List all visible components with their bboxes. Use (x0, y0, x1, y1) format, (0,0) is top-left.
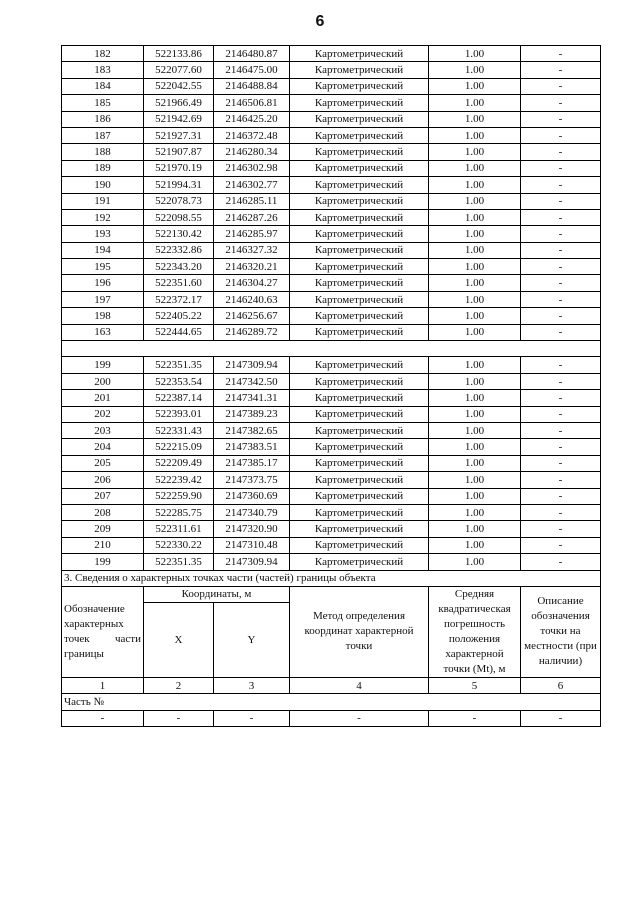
y-coord-cell: 2147360.69 (214, 488, 290, 504)
description-cell: - (521, 62, 601, 78)
point-id-cell: 196 (62, 275, 144, 291)
error-cell: 1.00 (429, 275, 521, 291)
x-coord-cell: 522239.42 (144, 472, 214, 488)
error-cell: 1.00 (429, 111, 521, 127)
description-cell: - (521, 472, 601, 488)
description-cell: - (521, 521, 601, 537)
point-row (62, 127, 601, 143)
points-group-a (62, 46, 601, 341)
point-row (62, 554, 601, 570)
y-coord-cell: 2146488.84 (214, 78, 290, 94)
point-id-cell: 210 (62, 537, 144, 553)
point-id-cell: 199 (62, 357, 144, 373)
point-row (62, 291, 601, 307)
point-id-cell: 202 (62, 406, 144, 422)
method-cell: Картометрический (290, 488, 429, 504)
point-id-cell: 187 (62, 127, 144, 143)
page-number: 6 (315, 13, 325, 30)
x-coord-cell: 522098.55 (144, 209, 214, 225)
point-row (62, 160, 601, 176)
point-row (62, 373, 601, 389)
point-id-cell: 206 (62, 472, 144, 488)
point-id-cell: 199 (62, 554, 144, 570)
point-id-cell: 209 (62, 521, 144, 537)
method-cell: Картометрический (290, 259, 429, 275)
y-coord-cell: 2146425.20 (214, 111, 290, 127)
point-row (62, 78, 601, 94)
x-coord-cell: 521970.19 (144, 160, 214, 176)
point-row (62, 324, 601, 340)
error-cell: 1.00 (429, 259, 521, 275)
error-cell: 1.00 (429, 95, 521, 111)
method-cell: Картометрический (290, 521, 429, 537)
error-cell: 1.00 (429, 193, 521, 209)
method-cell: Картометрический (290, 78, 429, 94)
point-id-cell: 207 (62, 488, 144, 504)
x-coord-cell: 522387.14 (144, 390, 214, 406)
method-cell: Картометрический (290, 46, 429, 62)
y-coord-cell: 2146480.87 (214, 46, 290, 62)
empty-part-row (62, 710, 601, 726)
column-numbers-row (62, 677, 601, 693)
description-cell: - (521, 78, 601, 94)
point-row (62, 455, 601, 471)
point-id-cell: 208 (62, 504, 144, 520)
x-coord-cell: 522209.49 (144, 455, 214, 471)
empty-cell: - (62, 710, 144, 726)
col-number: 1 (62, 677, 144, 693)
section-3-title-row (62, 570, 601, 586)
point-id-cell: 200 (62, 373, 144, 389)
method-cell: Картометрический (290, 406, 429, 422)
point-row (62, 472, 601, 488)
x-coord-cell: 522393.01 (144, 406, 214, 422)
y-coord-cell: 2147320.90 (214, 521, 290, 537)
method-cell: Картометрический (290, 209, 429, 225)
x-coord-cell: 522042.55 (144, 78, 214, 94)
x-coord-cell: 522343.20 (144, 259, 214, 275)
point-id-cell: 189 (62, 160, 144, 176)
description-cell: - (521, 177, 601, 193)
y-coord-cell: 2146506.81 (214, 95, 290, 111)
method-cell: Картометрический (290, 111, 429, 127)
description-cell: - (521, 455, 601, 471)
error-cell: 1.00 (429, 62, 521, 78)
description-cell: - (521, 488, 601, 504)
empty-cell: - (214, 710, 290, 726)
error-cell: 1.00 (429, 422, 521, 438)
y-coord-cell: 2146475.00 (214, 62, 290, 78)
y-coord-cell: 2146256.67 (214, 308, 290, 324)
error-cell: 1.00 (429, 406, 521, 422)
point-row (62, 193, 601, 209)
description-cell: - (521, 390, 601, 406)
error-cell: 1.00 (429, 521, 521, 537)
point-row (62, 259, 601, 275)
x-coord-cell: 521966.49 (144, 95, 214, 111)
description-cell: - (521, 373, 601, 389)
y-coord-cell: 2147309.94 (214, 357, 290, 373)
error-cell: 1.00 (429, 242, 521, 258)
point-id-cell: 203 (62, 422, 144, 438)
point-id-cell: 194 (62, 242, 144, 258)
blank-cell (62, 341, 601, 357)
point-row (62, 439, 601, 455)
method-cell: Картометрический (290, 439, 429, 455)
point-row (62, 209, 601, 225)
y-coord-cell: 2146285.11 (214, 193, 290, 209)
point-id-cell: 191 (62, 193, 144, 209)
col1-header: Обозначение характерных точек части границы (62, 586, 144, 677)
point-row (62, 226, 601, 242)
section-3-header-row-1 (62, 586, 601, 602)
point-id-cell: 184 (62, 78, 144, 94)
point-id-cell: 192 (62, 209, 144, 225)
error-cell: 1.00 (429, 357, 521, 373)
y-coord-cell: 2147341.31 (214, 390, 290, 406)
description-cell: - (521, 242, 601, 258)
error-cell: 1.00 (429, 488, 521, 504)
point-row (62, 390, 601, 406)
part-label: Часть № (62, 694, 601, 710)
y-coord-cell: 2146304.27 (214, 275, 290, 291)
y-coord-cell: 2146287.26 (214, 209, 290, 225)
empty-cell: - (144, 710, 214, 726)
point-id-cell: 193 (62, 226, 144, 242)
point-row (62, 308, 601, 324)
point-id-cell: 185 (62, 95, 144, 111)
description-cell: - (521, 554, 601, 570)
method-header: Метод определения координат характерной точки (290, 586, 429, 677)
col-number: 2 (144, 677, 214, 693)
description-cell: - (521, 127, 601, 143)
point-id-cell: 182 (62, 46, 144, 62)
x-coord-cell: 522259.90 (144, 488, 214, 504)
error-cell: 1.00 (429, 46, 521, 62)
method-cell: Картометрический (290, 390, 429, 406)
coords-header: Координаты, м (144, 586, 290, 602)
description-cell: - (521, 422, 601, 438)
point-id-cell: 163 (62, 324, 144, 340)
point-id-cell: 201 (62, 390, 144, 406)
description-cell: - (521, 226, 601, 242)
y-coord-cell: 2146372.48 (214, 127, 290, 143)
error-cell: 1.00 (429, 308, 521, 324)
point-row (62, 537, 601, 553)
error-cell: 1.00 (429, 226, 521, 242)
y-coord-cell: 2147310.48 (214, 537, 290, 553)
description-header: Описание обозначения точки на местности (при наличии) (521, 586, 601, 677)
x-coord-cell: 522133.86 (144, 46, 214, 62)
description-cell: - (521, 291, 601, 307)
x-coord-cell: 522332.86 (144, 242, 214, 258)
method-cell: Картометрический (290, 504, 429, 520)
x-coord-cell: 522077.60 (144, 62, 214, 78)
point-row (62, 144, 601, 160)
y-coord-cell: 2147389.23 (214, 406, 290, 422)
y-coord-cell: 2146289.72 (214, 324, 290, 340)
point-id-cell: 190 (62, 177, 144, 193)
y-coord-cell: 2146327.32 (214, 242, 290, 258)
error-cell: 1.00 (429, 160, 521, 176)
method-cell: Картометрический (290, 308, 429, 324)
error-cell: 1.00 (429, 209, 521, 225)
y-coord-cell: 2147340.79 (214, 504, 290, 520)
method-cell: Картометрический (290, 62, 429, 78)
error-cell: 1.00 (429, 537, 521, 553)
y-coord-cell: 2146285.97 (214, 226, 290, 242)
error-cell: 1.00 (429, 472, 521, 488)
description-cell: - (521, 259, 601, 275)
point-row (62, 111, 601, 127)
method-cell: Картометрический (290, 242, 429, 258)
x-coord-cell: 522285.75 (144, 504, 214, 520)
point-row (62, 504, 601, 520)
description-cell: - (521, 193, 601, 209)
y-coord-cell: 2146240.63 (214, 291, 290, 307)
description-cell: - (521, 95, 601, 111)
point-row (62, 488, 601, 504)
point-row (62, 62, 601, 78)
empty-cell: - (429, 710, 521, 726)
method-cell: Картометрический (290, 455, 429, 471)
error-cell: 1.00 (429, 455, 521, 471)
x-coord-cell: 522353.54 (144, 373, 214, 389)
y-coord-cell: 2147385.17 (214, 455, 290, 471)
y-header: Y (214, 603, 290, 678)
error-cell: 1.00 (429, 144, 521, 160)
method-cell: Картометрический (290, 324, 429, 340)
x-coord-cell: 522351.60 (144, 275, 214, 291)
method-cell: Картометрический (290, 373, 429, 389)
error-cell: 1.00 (429, 373, 521, 389)
description-cell: - (521, 275, 601, 291)
description-cell: - (521, 111, 601, 127)
y-coord-cell: 2147382.65 (214, 422, 290, 438)
x-coord-cell: 522351.35 (144, 357, 214, 373)
point-id-cell: 183 (62, 62, 144, 78)
y-coord-cell: 2147373.75 (214, 472, 290, 488)
method-cell: Картометрический (290, 275, 429, 291)
description-cell: - (521, 324, 601, 340)
x-coord-cell: 521907.87 (144, 144, 214, 160)
point-row (62, 422, 601, 438)
x-coord-cell: 521927.31 (144, 127, 214, 143)
error-cell: 1.00 (429, 291, 521, 307)
x-coord-cell: 522331.43 (144, 422, 214, 438)
point-id-cell: 188 (62, 144, 144, 160)
point-id-cell: 186 (62, 111, 144, 127)
method-cell: Картометрический (290, 160, 429, 176)
y-coord-cell: 2146302.98 (214, 160, 290, 176)
x-coord-cell: 522130.42 (144, 226, 214, 242)
point-id-cell: 197 (62, 291, 144, 307)
method-cell: Картометрический (290, 144, 429, 160)
description-cell: - (521, 144, 601, 160)
empty-cell: - (290, 710, 429, 726)
point-row (62, 357, 601, 373)
description-cell: - (521, 357, 601, 373)
point-row (62, 46, 601, 62)
error-cell: 1.00 (429, 324, 521, 340)
x-coord-cell: 522444.65 (144, 324, 214, 340)
part-label-row (62, 694, 601, 710)
point-id-cell: 198 (62, 308, 144, 324)
point-id-cell: 205 (62, 455, 144, 471)
x-coord-cell: 522405.22 (144, 308, 214, 324)
empty-cell: - (521, 710, 601, 726)
method-cell: Картометрический (290, 291, 429, 307)
method-cell: Картометрический (290, 537, 429, 553)
error-cell: 1.00 (429, 177, 521, 193)
x-coord-cell: 521994.31 (144, 177, 214, 193)
error-header: Средняя квадратическая погрешность положения характерной точки (Mt), м (429, 586, 521, 677)
error-cell: 1.00 (429, 439, 521, 455)
section-3-title: 3. Сведения о характерных точках части (частей) границы объекта (62, 570, 601, 586)
error-cell: 1.00 (429, 127, 521, 143)
description-cell: - (521, 406, 601, 422)
y-coord-cell: 2147309.94 (214, 554, 290, 570)
y-coord-cell: 2146280.34 (214, 144, 290, 160)
method-cell: Картометрический (290, 472, 429, 488)
method-cell: Картометрический (290, 422, 429, 438)
point-row (62, 95, 601, 111)
point-row (62, 177, 601, 193)
x-coord-cell: 522215.09 (144, 439, 214, 455)
x-coord-cell: 522351.35 (144, 554, 214, 570)
point-row (62, 521, 601, 537)
error-cell: 1.00 (429, 78, 521, 94)
method-cell: Картометрический (290, 95, 429, 111)
point-row (62, 275, 601, 291)
points-group-b (62, 357, 601, 570)
y-coord-cell: 2147342.50 (214, 373, 290, 389)
method-cell: Картометрический (290, 357, 429, 373)
col-number: 5 (429, 677, 521, 693)
description-cell: - (521, 160, 601, 176)
description-cell: - (521, 209, 601, 225)
point-row (62, 242, 601, 258)
col-number: 6 (521, 677, 601, 693)
error-cell: 1.00 (429, 504, 521, 520)
method-cell: Картометрический (290, 554, 429, 570)
x-coord-cell: 522330.22 (144, 537, 214, 553)
x-coord-cell: 522372.17 (144, 291, 214, 307)
error-cell: 1.00 (429, 554, 521, 570)
section-3 (62, 570, 601, 727)
method-cell: Картометрический (290, 127, 429, 143)
method-cell: Картометрический (290, 226, 429, 242)
y-coord-cell: 2146320.21 (214, 259, 290, 275)
method-cell: Картометрический (290, 177, 429, 193)
boundary-points-table (61, 45, 601, 727)
x-coord-cell: 521942.69 (144, 111, 214, 127)
col-number: 3 (214, 677, 290, 693)
description-cell: - (521, 504, 601, 520)
x-coord-cell: 522078.73 (144, 193, 214, 209)
x-header: X (144, 603, 214, 678)
blank-row (62, 341, 601, 357)
description-cell: - (521, 439, 601, 455)
description-cell: - (521, 46, 601, 62)
x-coord-cell: 522311.61 (144, 521, 214, 537)
error-cell: 1.00 (429, 390, 521, 406)
description-cell: - (521, 537, 601, 553)
point-id-cell: 195 (62, 259, 144, 275)
group-separator (62, 341, 601, 357)
point-row (62, 406, 601, 422)
y-coord-cell: 2146302.77 (214, 177, 290, 193)
y-coord-cell: 2147383.51 (214, 439, 290, 455)
method-cell: Картометрический (290, 193, 429, 209)
description-cell: - (521, 308, 601, 324)
point-id-cell: 204 (62, 439, 144, 455)
col-number: 4 (290, 677, 429, 693)
